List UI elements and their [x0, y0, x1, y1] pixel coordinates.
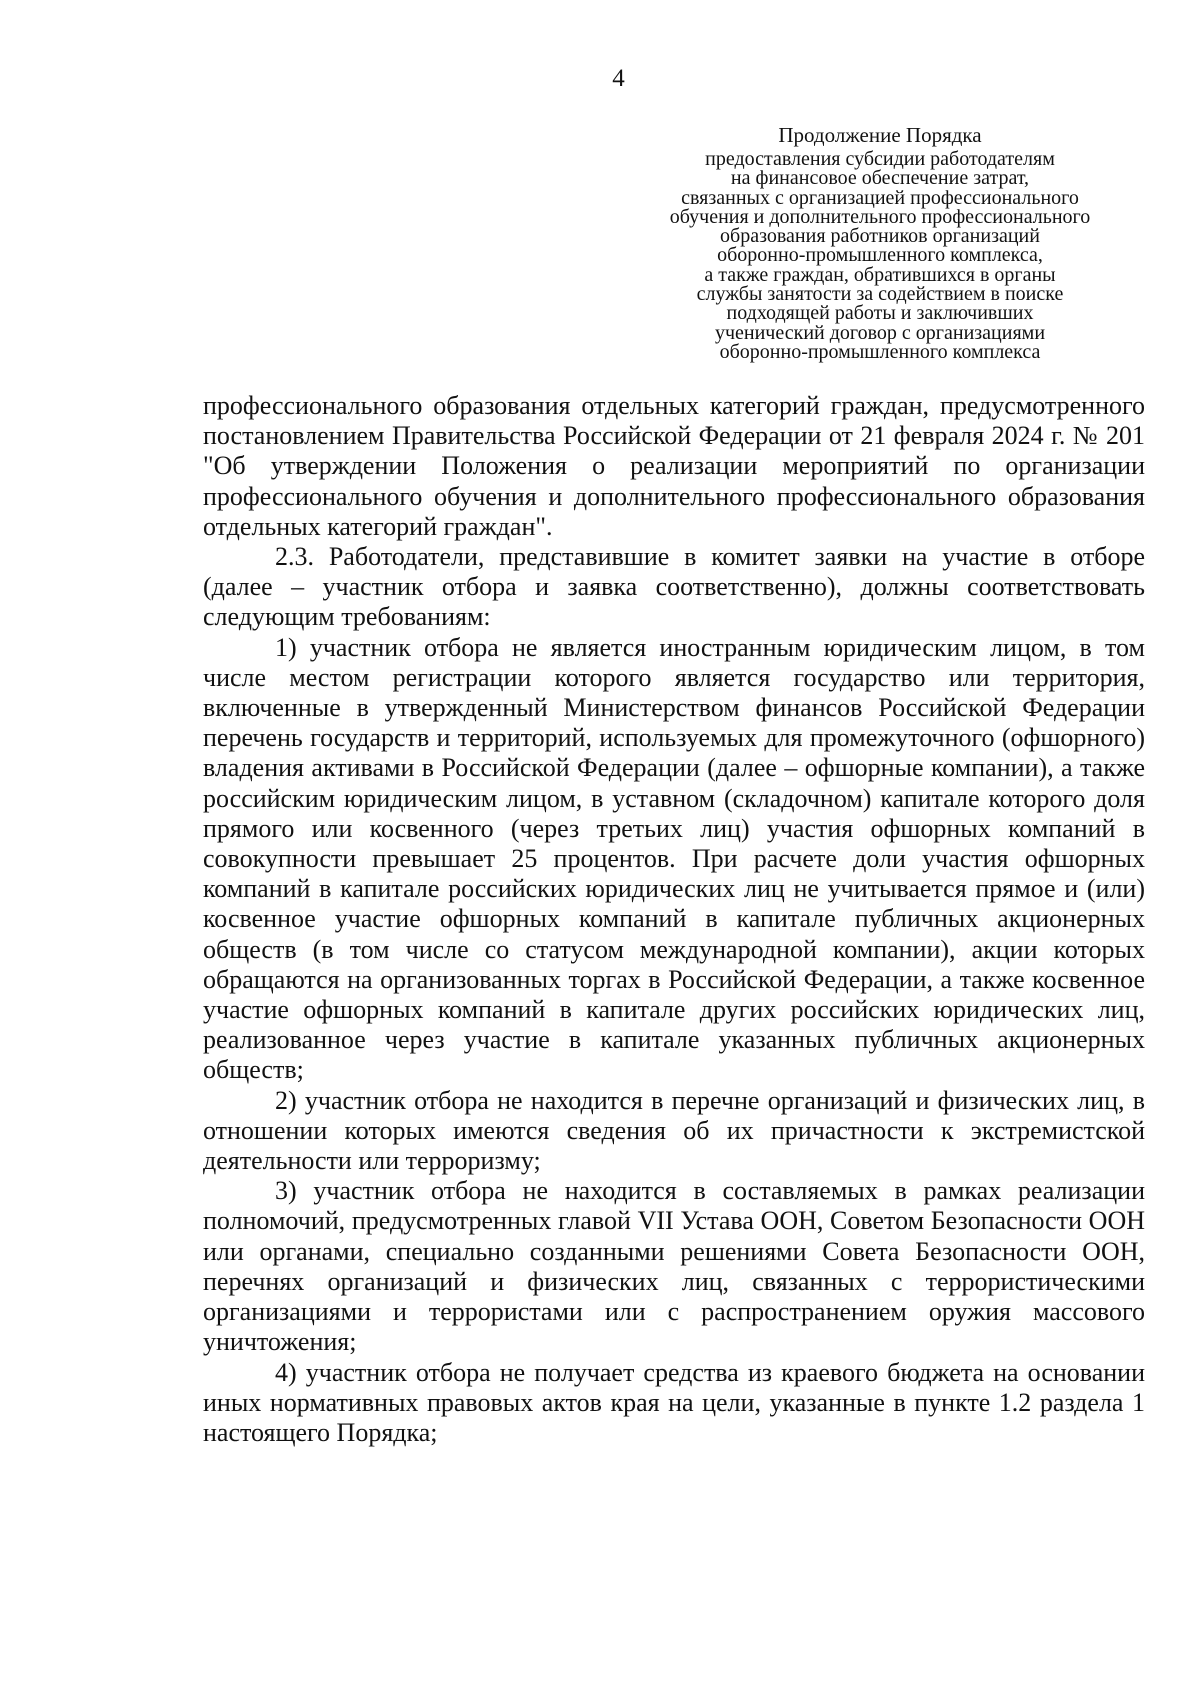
header-line: связанных с организацией профессионального	[681, 186, 1079, 209]
header-line: предоставления субсидии работодателям	[705, 148, 1055, 170]
header-line: подходящей работы и заключивших	[726, 302, 1034, 325]
header-line: а также граждан, обратившихся в органы	[704, 263, 1056, 286]
document-body	[203, 391, 1145, 1448]
header-line: оборонно-промышленного комплекса	[719, 340, 1041, 363]
header-line: оборонно-промышленного комплекса,	[717, 244, 1043, 267]
requirement-item-3: 3) участник отбора не находится в составляемых в рамках реализации полномочий, предусмотренных главой VII Устава ООН, Советом Безопасности ООН или органами, специально созданными решениями Совета Безопасности ООН, перечнях организаций и физических лиц, связанных с террористическими организациями и террористами или с распространением оружия массового уничтожения;	[203, 1176, 1145, 1357]
header-title: Продолжение Порядка	[778, 123, 982, 147]
paragraph-2-3: 2.3. Работодатели, представившие в комитет заявки на участие в отборе (далее – участник отбора и заявка соответственно), должны соответствовать следующим требованиям:	[203, 542, 1145, 632]
requirement-item-2: 2) участник отбора не находится в перечне организаций и физических лиц, в отношении которых имеются сведения об их причастности к экстремистской деятельности или терроризму;	[203, 1085, 1145, 1176]
requirement-item-4: 4) участник отбора не получает средства из краевого бюджета на основании иных нормативных правовых актов края на цели, указанные в пункте 1.2 раздела 1 настоящего Порядка;	[203, 1357, 1145, 1447]
header-line: на финансовое обеспечение затрат,	[730, 167, 1030, 190]
header-line: образования работников организаций	[720, 225, 1040, 248]
document-header	[600, 122, 1160, 362]
header-line: обучения и дополнительного профессионального	[669, 205, 1091, 228]
page-number: 4	[612, 65, 625, 92]
header-line: ученический договор с организациями	[714, 321, 1046, 344]
header-line: службы занятости за содействием в поиске	[696, 283, 1064, 306]
requirement-item-1: 1) участник отбора не является иностранным юридическим лицом, в том числе местом регистрации которого является государство или территория, включенные в утвержденный Министерством финансов Российской Федерации перечень государств и территорий, используемых для промежуточного (офшорного) владения активами в Российской Федерации (далее – офшорные компании), а также российским юридическим лицом, в уставном (складочном) капитале которого доля прямого или косвенного (через третьих лиц) участия офшорных компаний в совокупности превышает 25 процентов. При расчете доли участия офшорных компаний в капитале российских юридических лиц не учитывается прямое и (или) косвенное участие офшорных компаний в капитале публичных акционерных обществ (в том числе со статусом международной компании), акции которых обращаются на организованных торгах в Российской Федерации, а также косвенное участие офшорных компаний в капитале других российских юридических лиц, реализованное через участие в капитале указанных публичных акционерных обществ;	[203, 632, 1145, 1085]
paragraph-continuation: профессионального образования отдельных категорий граждан, предусмотренного постановлением Правительства Российской Федерации от 21 февраля 2024 г. № 201 "Об утверждении Положения о реализации мероприятий по организации профессионального обучения и дополнительного профессионального образования отдельных категорий граждан".	[203, 391, 1145, 541]
